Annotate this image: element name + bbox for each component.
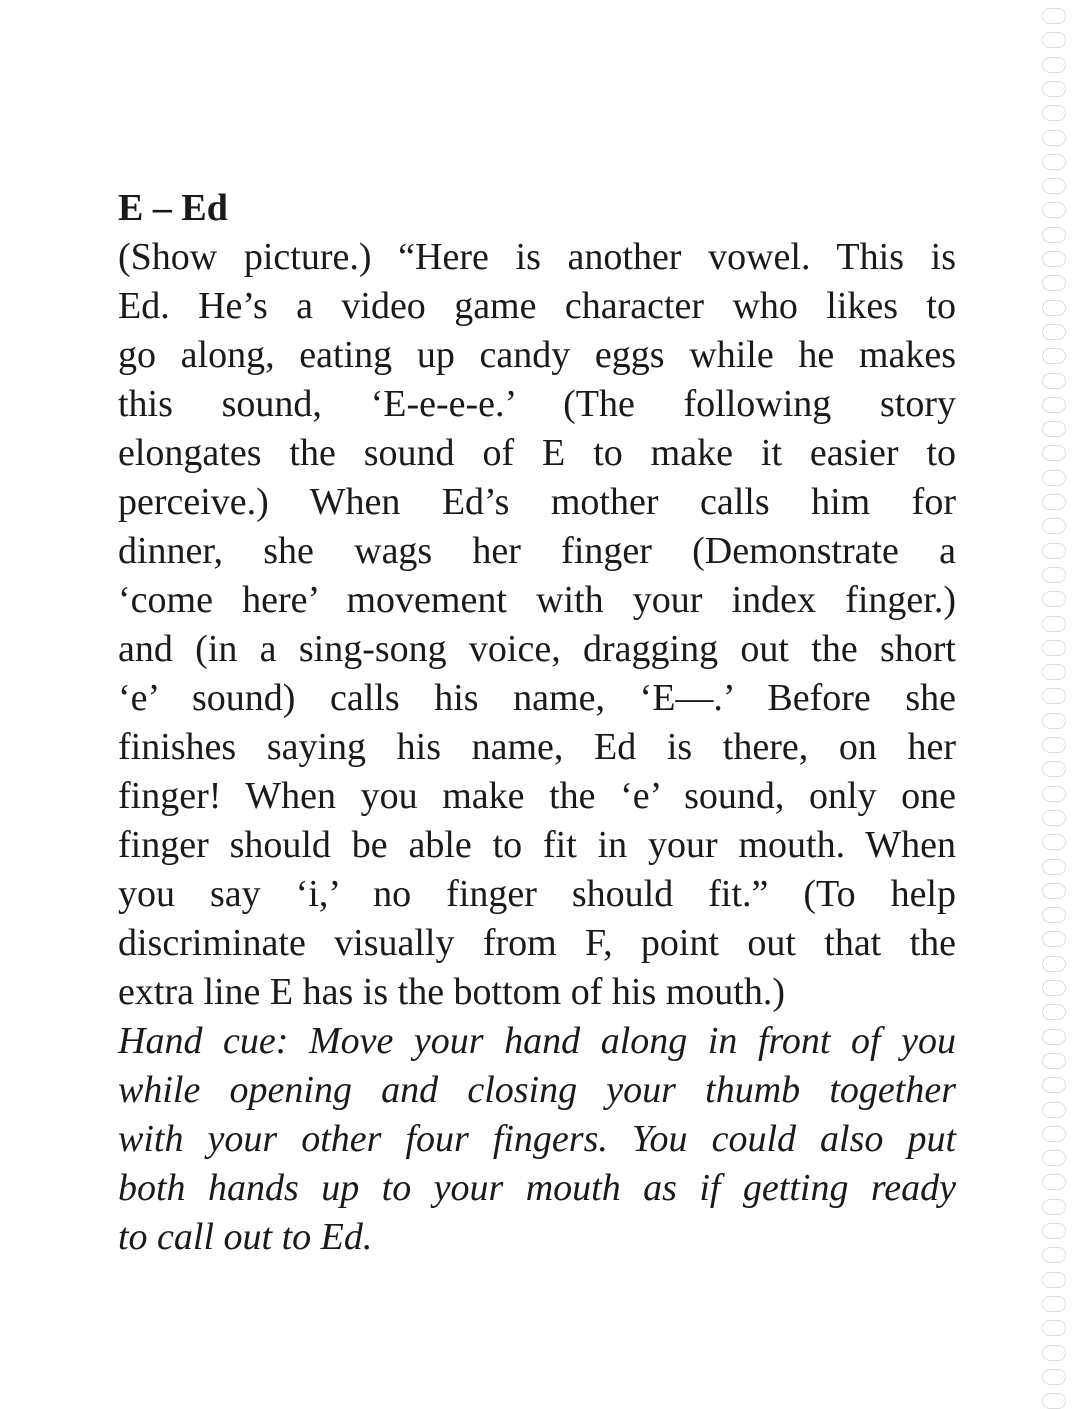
binding-hole	[1042, 761, 1066, 777]
text-line: perceive.) When Ed’s mother calls him for	[118, 481, 956, 523]
binding-hole	[1042, 1199, 1066, 1215]
binding-hole	[1042, 640, 1066, 656]
hand-cue-line: with your other four fingers. You could also put	[118, 1118, 956, 1160]
text-line: go along, eating up candy eggs while he makes	[118, 334, 956, 376]
binding-hole	[1042, 1126, 1066, 1142]
binding-hole	[1042, 1369, 1066, 1385]
text-line: ‘e’ sound) calls his name, ‘E—.’ Before she	[118, 677, 956, 719]
binding-hole	[1042, 518, 1066, 534]
binding-hole	[1042, 1150, 1066, 1166]
binding-hole	[1042, 1053, 1066, 1069]
binding-hole	[1042, 373, 1066, 389]
binding-hole	[1042, 688, 1066, 704]
text-line: Ed. He’s a video game character who likes to	[118, 285, 956, 327]
document-body	[118, 184, 956, 1262]
binding-hole	[1042, 178, 1066, 194]
binding-hole	[1042, 8, 1066, 24]
binding-hole	[1042, 251, 1066, 267]
binding-hole	[1042, 1004, 1066, 1020]
story-paragraph	[118, 233, 956, 1017]
text-line: dinner, she wags her finger (Demonstrate a	[118, 530, 956, 572]
binding-hole	[1042, 421, 1066, 437]
hand-cue-line: to call out to Ed.	[118, 1216, 373, 1258]
binding-hole	[1042, 397, 1066, 413]
spiral-binding-holes	[1042, 8, 1068, 1408]
binding-hole	[1042, 859, 1066, 875]
hand-cue-line: while opening and closing your thumb together	[118, 1069, 956, 1111]
binding-hole	[1042, 445, 1066, 461]
text-line: finger! When you make the ‘e’ sound, only one	[118, 775, 956, 817]
binding-hole	[1042, 300, 1066, 316]
binding-hole	[1042, 275, 1066, 291]
binding-hole	[1042, 1393, 1066, 1409]
binding-hole	[1042, 324, 1066, 340]
binding-hole	[1042, 543, 1066, 559]
binding-hole	[1042, 470, 1066, 486]
text-line: you say ‘i,’ no finger should fit.” (To help	[118, 873, 956, 915]
binding-hole	[1042, 907, 1066, 923]
binding-hole	[1042, 737, 1066, 753]
binding-hole	[1042, 616, 1066, 632]
binding-hole	[1042, 81, 1066, 97]
binding-hole	[1042, 956, 1066, 972]
text-line: this sound, ‘E-e-e-e.’ (The following story	[118, 383, 956, 425]
binding-hole	[1042, 227, 1066, 243]
binding-hole	[1042, 202, 1066, 218]
binding-hole	[1042, 348, 1066, 364]
binding-hole	[1042, 713, 1066, 729]
binding-hole	[1042, 1223, 1066, 1239]
binding-hole	[1042, 664, 1066, 680]
binding-hole	[1042, 931, 1066, 947]
binding-hole	[1042, 567, 1066, 583]
binding-hole	[1042, 1320, 1066, 1336]
text-line: finishes saying his name, Ed is there, on her	[118, 726, 956, 768]
text-line: elongates the sound of E to make it easier to	[118, 432, 956, 474]
binding-hole	[1042, 105, 1066, 121]
binding-hole	[1042, 1247, 1066, 1263]
binding-hole	[1042, 980, 1066, 996]
text-line: discriminate visually from F, point out that the	[118, 922, 956, 964]
binding-hole	[1042, 494, 1066, 510]
text-line: ‘come here’ movement with your index finger.)	[118, 579, 956, 621]
binding-hole	[1042, 130, 1066, 146]
text-line: finger should be able to fit in your mouth. When	[118, 824, 956, 866]
text-line: extra line E has is the bottom of his mouth.)	[118, 971, 786, 1013]
hand-cue-line: Hand cue: Move your hand along in front of you	[118, 1020, 956, 1062]
hand-cue-paragraph	[118, 1017, 956, 1262]
hand-cue-line: both hands up to your mouth as if getting ready	[118, 1167, 956, 1209]
binding-hole	[1042, 1174, 1066, 1190]
binding-hole	[1042, 1272, 1066, 1288]
section-heading: E – Ed	[118, 187, 228, 229]
binding-hole	[1042, 32, 1066, 48]
text-line: (Show picture.) “Here is another vowel. This is	[118, 236, 956, 278]
binding-hole	[1042, 57, 1066, 73]
text-line: and (in a sing-song voice, dragging out the short	[118, 628, 956, 670]
binding-hole	[1042, 1102, 1066, 1118]
binding-hole	[1042, 1029, 1066, 1045]
binding-hole	[1042, 810, 1066, 826]
binding-hole	[1042, 834, 1066, 850]
binding-hole	[1042, 1077, 1066, 1093]
binding-hole	[1042, 1296, 1066, 1312]
binding-hole	[1042, 1345, 1066, 1361]
binding-hole	[1042, 883, 1066, 899]
binding-hole	[1042, 591, 1066, 607]
binding-hole	[1042, 786, 1066, 802]
binding-hole	[1042, 154, 1066, 170]
